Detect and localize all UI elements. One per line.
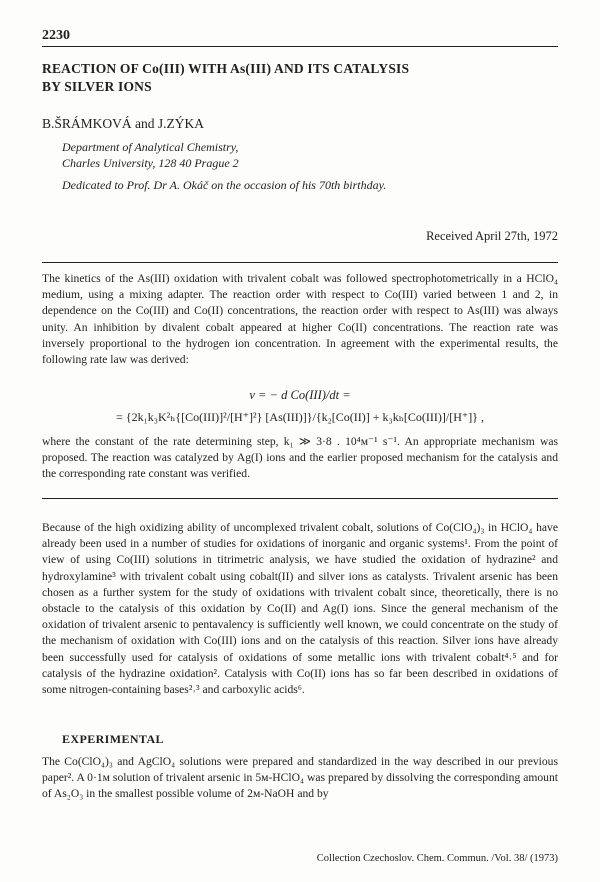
abstract-top-rule <box>42 262 558 263</box>
page-number: 2230 <box>42 28 70 43</box>
header-rule <box>42 46 558 47</box>
abstract-continuation <box>42 434 558 483</box>
article-title <box>42 60 562 96</box>
affiliation-line-2: Charles University, 128 40 Prague 2 <box>62 156 239 170</box>
title-line-2: BY SILVER IONS <box>42 79 152 94</box>
introduction-paragraph: Because of the high oxidizing ability of uncomplexed trivalent cobalt, solutions of Co(ClO₄)₃ in HClO₄ have already been used in a number of studies for oxidations of inorganic and organic systems¹. From the point of view of using Co(III) solutions in titrimetric analysis, we have studied the oxidation of hydrazine² and hydroxylamine³ with trivalent cobalt using cobalt(II) and silver ions as catalysts. Trivalent arsenic has been chosen as a further system for the study of oxidations with trivalent cobalt since, theoretically, there is no obstacle to the catalysis of this oxidation by Co(II) and Ag(I) ions. Since the general mechanism of the oxidation of trivalent arsenic to pentavalency is sufficiently well known, we could concentrate on the study of the mechanism of oxidation with Co(III) ions and on the catalysis of this reaction. Silver ions have already been successfully used for catalysis of oxidations of some metallic ions with trivalent cobalt⁴˒⁵ and for catalysis of the hydrazine oxidation². Catalysis with Co(II) ions has so far been described in oxidations of some nitrogen-containing bases²˒³ and carboxylic acids⁶. <box>42 521 558 697</box>
dedication: Dedicated to Prof. Dr A. Okáč on the occasion of his 70th birthday. <box>62 178 387 192</box>
section-heading-experimental: EXPERIMENTAL <box>62 732 164 746</box>
rate-equation-line-1: v = − d Co(III)/dt = <box>249 388 351 402</box>
received-date: Received April 27th, 1972 <box>426 229 558 243</box>
abstract-bottom-rule <box>42 498 558 499</box>
abstract <box>42 271 558 368</box>
authors: B.ŠRÁMKOVÁ and J.ZÝKA <box>42 116 205 131</box>
rate-equation-line-2: = {2k₁k₃K²ₕ{[Co(III)]²/[H⁺]²} [As(III)]}/{k₂[Co(II)] + k₃kₕ[Co(III)]/[H⁺]} , <box>116 410 484 424</box>
abstract-paragraph-2: where the constant of the rate determining step, k₁ ≫ 3·8 . 10⁴ᴍ⁻¹ s⁻¹. An appropriate mechanism was proposed. The reaction was catalyzed by Ag(I) ions and the earlier proposed mechanism for the catalysis and the corresponding rate constant was verified. <box>42 435 558 481</box>
experimental-paragraph: The Co(ClO₄)₃ and AgClO₄ solutions were prepared and standardized in the way described in our previous paper². A 0·1ᴍ solution of trivalent arsenic in 5ᴍ-HClO₄ was prepared by dissolving the corresponding amount of As₂O₃ in the smallest possible volume of 2ᴍ-NaOH and by <box>42 755 558 801</box>
affiliation-line-1: Department of Analytical Chemistry, <box>62 140 239 154</box>
abstract-paragraph-1: The kinetics of the As(III) oxidation with trivalent cobalt was followed spectrophotometrically in a HClO₄ medium, using a mixing adapter. The reaction order with respect to Co(III) varied between 1 and 2, in dependence on the Co(III) and Co(II) concentrations, the reaction order with respect to As(III) was always unity. An inhibition by divalent cobalt appeared at higher Co(II) concentrations. The reaction rate was inversely proportional to the hydrogen ion concentration. In agreement with the experimental results, the following rate law was derived: <box>42 272 558 367</box>
affiliation <box>62 139 239 171</box>
journal-footer: Collection Czechoslov. Chem. Commun. /Vol. 38/ (1973) <box>316 853 558 864</box>
title-line-1: REACTION OF Co(III) WITH As(III) AND ITS CATALYSIS <box>42 61 410 76</box>
